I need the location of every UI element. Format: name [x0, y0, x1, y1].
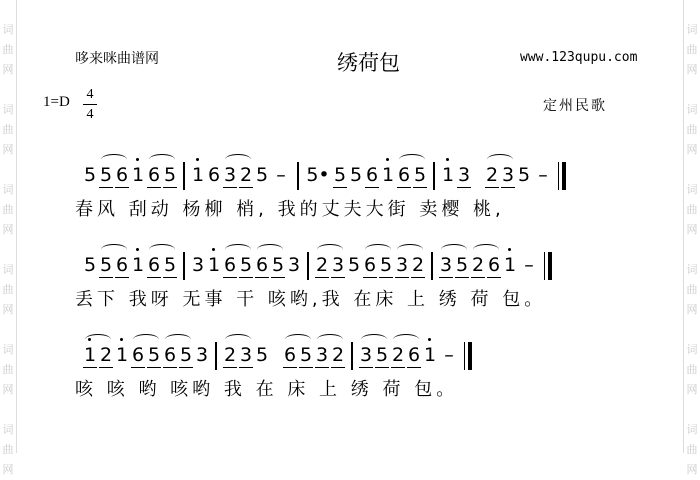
- slur: [317, 244, 343, 255]
- slur: [85, 334, 111, 345]
- note: 3: [238, 341, 254, 369]
- slur: [149, 154, 175, 165]
- score-row-3: [0, 335, 700, 410]
- sustain-dash: –: [276, 164, 286, 186]
- note: 5: [412, 161, 428, 189]
- slur: [365, 244, 391, 255]
- note: 6: [254, 251, 270, 279]
- slur: [133, 334, 159, 345]
- notation-line: [82, 251, 556, 279]
- slur: [393, 334, 419, 345]
- note: 5: [98, 161, 114, 189]
- sustain-dash: –: [538, 164, 548, 186]
- meter-line: [83, 104, 97, 105]
- note: 3: [394, 251, 410, 279]
- note: 3: [195, 344, 209, 366]
- note: 1: [82, 341, 98, 369]
- note: 5: [347, 254, 361, 276]
- score-row-2: [0, 245, 700, 320]
- note: 1: [130, 251, 146, 279]
- note: 5: [454, 251, 470, 279]
- note: 6: [406, 341, 422, 369]
- note: 3: [222, 161, 238, 189]
- note: 3: [438, 251, 454, 279]
- note: 5: [349, 164, 363, 186]
- note: 5: [83, 164, 97, 186]
- note: 5: [178, 341, 194, 369]
- note: 5•: [306, 164, 330, 186]
- slur: [101, 244, 127, 255]
- note: 2: [410, 251, 426, 279]
- note: 5: [332, 161, 348, 189]
- note: 5: [162, 161, 178, 189]
- slur: [441, 244, 467, 255]
- slur: [257, 244, 283, 255]
- song-origin: 定州民歌: [543, 98, 607, 114]
- note: 1: [114, 341, 130, 369]
- note: 6: [114, 251, 130, 279]
- note: 1: [190, 161, 206, 189]
- slur: [399, 154, 425, 165]
- watermark-text: 词 曲 网 词 曲 网 词 曲 网 词 曲 网 词 曲 网 词 曲 网: [2, 23, 14, 476]
- note: 6: [364, 161, 380, 189]
- note: 6: [114, 161, 130, 189]
- note: 1: [380, 161, 396, 189]
- note: 5: [83, 254, 97, 276]
- site-name: 哆来咪曲谱网: [75, 51, 159, 67]
- note: 6: [222, 251, 238, 279]
- slur: [149, 244, 175, 255]
- note: 2: [314, 251, 330, 279]
- note: 5: [517, 164, 531, 186]
- note: 3: [191, 254, 205, 276]
- watermark-text: 词 曲 网 词 曲 网 词 曲 网 词 曲 网 词 曲 网 词 曲 网: [686, 23, 698, 476]
- time-signature: [83, 86, 97, 123]
- note: 5: [270, 251, 286, 279]
- meter-bottom: 4: [86, 107, 94, 122]
- note: 1: [440, 161, 456, 189]
- note: 2: [390, 341, 406, 369]
- note: 6: [146, 251, 162, 279]
- note: 6: [396, 161, 412, 189]
- note: 3: [330, 251, 346, 279]
- slur: [165, 334, 191, 345]
- note: 5: [162, 251, 178, 279]
- note: 2: [484, 161, 500, 189]
- slur: [225, 244, 251, 255]
- note: 2: [222, 341, 238, 369]
- note: 1: [502, 251, 518, 279]
- note: 6: [162, 341, 178, 369]
- meter-top: 4: [86, 87, 94, 102]
- note: 5: [98, 251, 114, 279]
- note: 6: [362, 251, 378, 279]
- score-row-1: [0, 155, 700, 230]
- note: 3: [500, 161, 516, 189]
- slur: [397, 244, 423, 255]
- note: 5: [255, 164, 269, 186]
- slur: [225, 154, 251, 165]
- note: 2: [238, 161, 254, 189]
- note: 6: [282, 341, 298, 369]
- note: 2: [98, 341, 114, 369]
- slur: [487, 154, 513, 165]
- sustain-dash: –: [444, 344, 454, 366]
- note: 2: [470, 251, 486, 279]
- note: 5: [255, 344, 269, 366]
- note: 3: [287, 254, 301, 276]
- note: 5: [238, 251, 254, 279]
- lyric-line: 咳 咳 哟 咳哟 我 在 床 上 绣 荷 包。: [75, 379, 459, 400]
- note: 1: [130, 161, 146, 189]
- slur: [361, 334, 387, 345]
- note: 3: [314, 341, 330, 369]
- note: 6: [486, 251, 502, 279]
- note: 6: [146, 161, 162, 189]
- slur: [317, 334, 343, 345]
- note: 5: [378, 251, 394, 279]
- note: 5: [374, 341, 390, 369]
- sustain-dash: –: [524, 254, 534, 276]
- lyric-line: 春风 刮动 杨柳 梢, 我的丈夫大街 卖樱 桃,: [75, 199, 505, 220]
- note: 6: [207, 164, 221, 186]
- slur: [473, 244, 499, 255]
- note: 5: [146, 341, 162, 369]
- song-title: 绣荷包: [337, 51, 400, 75]
- note: 6: [130, 341, 146, 369]
- notation-line: [82, 341, 476, 369]
- slur: [101, 154, 127, 165]
- note: 1: [422, 341, 438, 369]
- site-url: www.123qupu.com: [520, 50, 638, 65]
- key-signature: 1=D: [43, 94, 70, 110]
- note: 1: [206, 251, 222, 279]
- slur: [225, 334, 251, 345]
- note: 3: [358, 341, 374, 369]
- slur: [285, 334, 311, 345]
- lyric-line: 丢下 我呀 无事 干 咳哟,我 在床 上 绣 荷 包。: [75, 289, 547, 310]
- note: 5: [298, 341, 314, 369]
- note: 2: [330, 341, 346, 369]
- note: 3: [456, 161, 472, 189]
- notation-line: [82, 161, 570, 189]
